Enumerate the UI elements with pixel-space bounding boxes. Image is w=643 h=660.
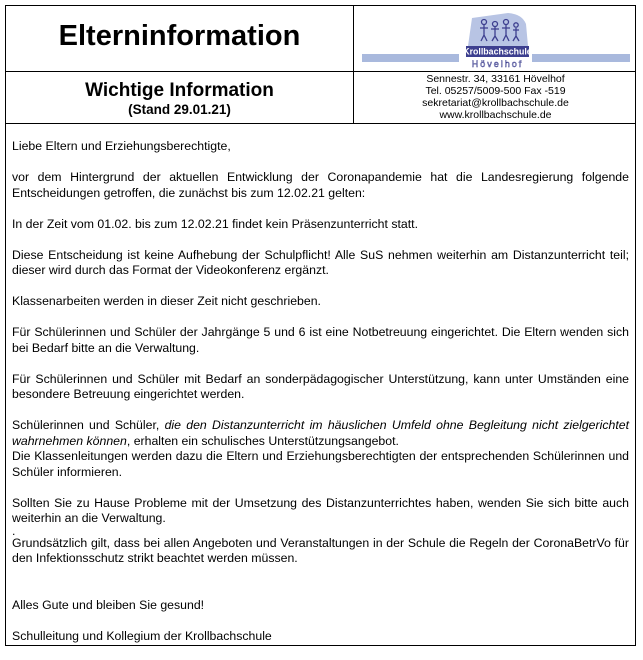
page-subtitle: Wichtige Information: [85, 80, 274, 101]
contact-email: sekretariat@krollbachschule.de: [422, 97, 569, 109]
signature: Schulleitung und Kollegium der Krollbachschule: [12, 628, 272, 643]
paragraph-problems: Sollten Sie zu Hause Probleme mit der Umsetzung des Distanzunterrichtes haben, wenden Sie sich bitte auch weiterhin an die Verwaltung.: [12, 495, 629, 525]
support-text-end: , erhalten ein schulisches Unterstützungsangebot.: [126, 433, 399, 448]
logo-bar-right: [532, 54, 630, 62]
paragraph-compulsory: Diese Entscheidung ist keine Aufhebung der Schulpflicht! Alle SuS nehmen weiterhin am Distanzunterricht teil; dieser wird durch das Format der Videokonferenz ergänzt.: [12, 247, 629, 277]
paragraph-support: [12, 418, 629, 449]
paragraph-class-teachers: Die Klassenleitungen werden dazu die Eltern und Erziehungsberechtigten der entsprechenden Schülerinnen und Schüler informieren.: [12, 449, 629, 479]
page-title: Elterninformation: [58, 20, 301, 52]
support-text-italic: die den Distanzunterricht im häuslichen Umfeld ohne Begleitung nicht zielgerichtet wahrnehmen können: [12, 418, 629, 448]
paragraph-rules: Grundsätzlich gilt, dass bei allen Angeboten und Veranstaltungen in der Schule die Regeln der CoronaBetrVo für den Infektionsschutz strikt beachtet werden müssen.: [12, 535, 629, 565]
contact-block: [354, 73, 637, 121]
logo-bar-left: [362, 54, 459, 62]
school-logo: [362, 10, 630, 70]
paragraph-decisions: vor dem Hintergrund der aktuellen Entwicklung der Coronapandemie hat die Landesregierung folgende Entscheidungen getroffen, die zunächst bis zum 12.02.21 gelten:: [12, 170, 629, 200]
body-divider: [6, 123, 635, 124]
header-divider: [6, 71, 635, 72]
contact-phone: Tel. 05257/5009-500 Fax -519: [425, 85, 566, 97]
logo-school-name: Krollbachschule: [463, 46, 532, 57]
paragraph-no-attendance: In der Zeit vom 01.02. bis zum 12.02.21 findet kein Präsenzunterricht statt.: [12, 216, 419, 231]
logo-place-name: Hövelhof: [471, 59, 524, 69]
date-stamp: (Stand 29.01.21): [128, 102, 231, 117]
closing: Alles Gute und bleiben Sie gesund!: [12, 597, 205, 612]
document-frame: [5, 5, 636, 646]
greeting: Liebe Eltern und Erziehungsberechtigte,: [12, 139, 231, 153]
paragraph-special-needs: Für Schülerinnen und Schüler mit Bedarf an sonderpädagogischer Unterstützung, kann unter Umständen eine besondere Betreuung eingerichtet werden.: [12, 371, 629, 401]
paragraph-emergency-care: Für Schülerinnen und Schüler der Jahrgänge 5 und 6 ist eine Notbetreuung eingerichtet. Die Eltern wenden sich bei Bedarf bitte an die Verwaltung.: [12, 325, 629, 355]
paragraph-exams: Klassenarbeiten werden in dieser Zeit nicht geschrieben.: [12, 294, 321, 308]
letter-body: [12, 139, 629, 660]
stray-dot: .: [12, 523, 16, 538]
support-text-start: Schülerinnen und Schüler,: [12, 418, 165, 432]
contact-address: Sennestr. 34, 33161 Hövelhof: [426, 73, 565, 85]
contact-web: www.krollbachschule.de: [439, 109, 552, 121]
